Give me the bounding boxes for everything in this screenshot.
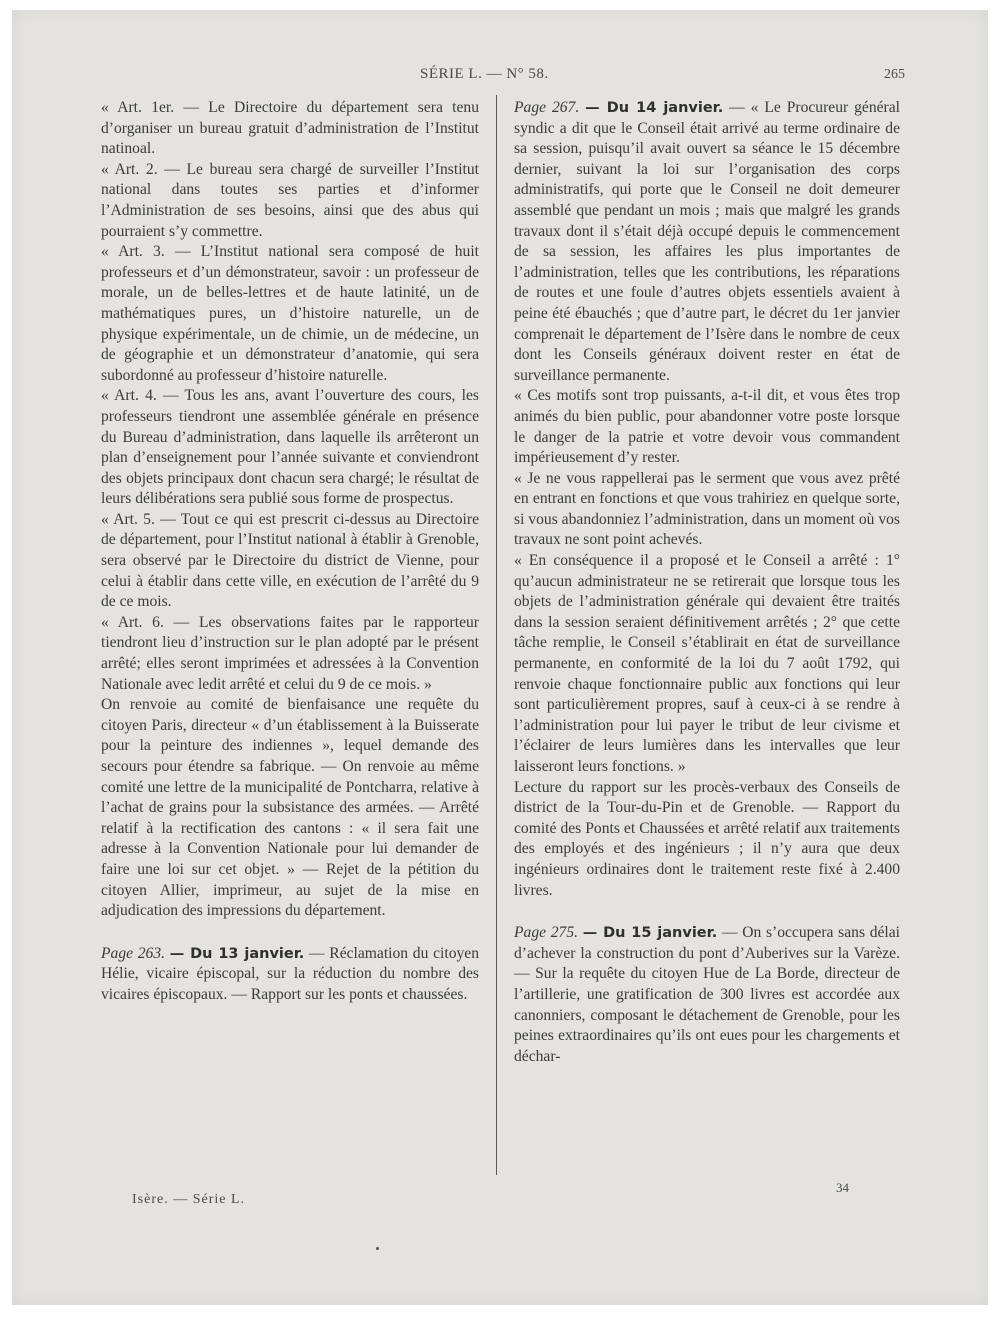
date-13-janvier: — Du 13 janvier. (169, 945, 305, 962)
entry-263-text: — Réclamation du citoyen Hélie, vicaire épiscopal, sur la réduction du nombre des vicaires épiscopaux. — Rapport sur les ponts et chaussées. (101, 944, 480, 1003)
date-14-janvier: — Du 14 janvier. (585, 100, 724, 116)
footer-title: Isère. — Série L. (132, 1192, 246, 1207)
paragraph-motifs: « Ces motifs sont trop puissants, a-t-il dit, et vous êtes trop animés du bien public, pour abandonner votre poste lorsque le danger de la patrie et votre devoir vous commandent impérieusement d’y rester. (514, 387, 900, 467)
entry-page-275 (514, 923, 900, 1067)
paragraph-art-2: « Art. 2. — Le bureau sera chargé de surveiller l’Institut national dans toutes ses parties et d’informer l’Administration de ses besoins, ainsi que des abus qui pourraient s’y commettre. (101, 160, 479, 240)
date-15-janvier: — Du 15 janvier. (582, 925, 718, 942)
running-header: SÉRIE L. — N° 58. (420, 66, 549, 82)
page-ref-267: Page 267. (514, 99, 580, 116)
entry-267-text: — « Le Procureur général syndic a dit que le Conseil était arrivé au terme ordinaire de sa session, puisqu’il avait ouvert sa séance le 15 décembre dernier, suivant la loi sur l’organisation des corps administratifs, qui porte que le Conseil ne doit demeurer assemblé que pendant un mois ; mais que malgré les grands travaux dont il s’était déjà occupé depuis le commencement de sa session, les affaires les plus importantes de l’administration, telles que les contributions, les réparations de routes et une foule d’autres objets essentiels avaient à peine été ébauchés ; que d’autre part, le décret du 1er janvier comprenait le département de l’Isère dans le nombre de ceux dont les Conseils généraux doivent rester en état de surveillance permanente. (514, 99, 900, 384)
paragraph-art-3: « Art. 3. — L’Institut national sera composé de huit professeurs et d’un démonstrateur, savoir : un professeur de morale, un de belles-lettres et de haute latinité, un de mathématiques pures, un d’histoire naturelle, un de physique expérimentale, un de chimie, un de médecine, un de géographie et un démonstrateur d’anatomie, qui sera subordonné au professeur d’histoire naturelle. (101, 243, 479, 384)
left-column (101, 98, 479, 1006)
paragraph-art-4: « Art. 4. — Tous les ans, avant l’ouverture des cours, les professeurs tiendront une assemblée générale en présence du Bureau d’administration, dans laquelle ils arrêteront un plan d’enseignement pour l’année suivante et conviendront des objets principaux dont chacun sera chargé; le résultat de leurs délibérations sera publié sous forme de prospectus. (101, 387, 479, 508)
entry-275-text: — On s’occupera sans délai d’achever la construction du pont d’Auberives sur la Varèze. — Sur la requête du citoyen Hue de La Borde, directeur de l’artillerie, une gratification de 300 livres est accordée aux canonniers, composant le détachement de Grenoble, pour les peines extraordinaires qu’ils ont eues pour les chargements et déchar- (514, 924, 901, 1065)
right-column (514, 98, 900, 1067)
page-ref-263: Page 263. (101, 944, 166, 962)
paragraph-lecture: Lecture du rapport sur les procès-verbaux des Conseils de district de la Tour-du-Pin et de Grenoble. — Rapport du comité des Ponts et Chaussées et arrêté relatif aux traitements des employés et des ingénieurs ; il n’y aura que deux ingénieurs ordinaires dont le traitement reste fixé à 2.400 livres. (514, 778, 900, 899)
speck-mark (376, 1247, 379, 1250)
page-ref-275: Page 275. (514, 924, 579, 942)
paragraph-art-1: « Art. 1er. — Le Directoire du département sera tenu d’organiser un bureau gratuit d’administration de l’Institut natinoal. (101, 99, 479, 158)
paragraph-serment: « Je ne vous rappellerai pas le serment que vous avez prêté en entrant en fonctions et que vous trahiriez en quelque sorte, si vous abandonniez l’administration, dans un moment où vos travaux ne sont point achevés. (514, 469, 900, 549)
column-divider (496, 95, 497, 1175)
signature-number: 34 (836, 1180, 849, 1195)
entry-page-267 (514, 98, 900, 386)
paragraph-consequence: « En conséquence il a proposé et le Conseil a arrêté : 1° qu’aucun administrateur ne se retirerait que lorsque tous les objets de l’administration générale qui devaient être traités dans la session seraient définitivement arrêtés ; 2° que cette tâche remplie, le Conseil s’établirait en état de surveillance permanente, en conformité de la loi du 7 août 1792, qui renvoie chaque fonctionnaire public aux fonctions qui leur sont particulièrement propres, sauf à ceux-ci à se rendre à l’administration pour lui payer le tribut de leur civisme et l’éclairer de leurs lumières dans les intervalles que leur laisseront leurs fonctions. » (514, 552, 900, 775)
paragraph-renvoi: On renvoie au comité de bienfaisance une requête du citoyen Paris, directeur « d’un établissement à la Buisserate pour la peinture des indiennes », lequel demande des secours pour étendre sa fabrique. — On renvoie au même comité une lettre de la municipalité de Pontcharra, relative à l’achat de grains pour la subsistance des armées. — Arrêté relatif à la rectification des cantons : « il sera fait une adresse à la Convention Nationale pour lui demander de faire une loi sur cet objet. » — Rejet de la pétition du citoyen Allier, imprimeur, au sujet de la mise en adjudication des impressions du département. (101, 696, 479, 920)
paragraph-art-5: « Art. 5. — Tout ce qui est prescrit ci-dessus au Directoire de département, pour l’Institut national à établir à Grenoble, sera observé par le Directoire du district de Vienne, pour celui à établir dans cette ville, en exécution de l’arrêté du 9 de ce mois. (101, 510, 479, 611)
paragraph-art-6: « Art. 6. — Les observations faites par le rapporteur tiendront lieu d’instruction sur le plan adopté par le présent arrêté; elles seront imprimées et adressées à la Convention Nationale avec ledit arrêté et celui du 9 de ce mois. » (101, 613, 479, 693)
entry-page-263 (101, 944, 479, 1006)
page-number: 265 (884, 67, 905, 82)
